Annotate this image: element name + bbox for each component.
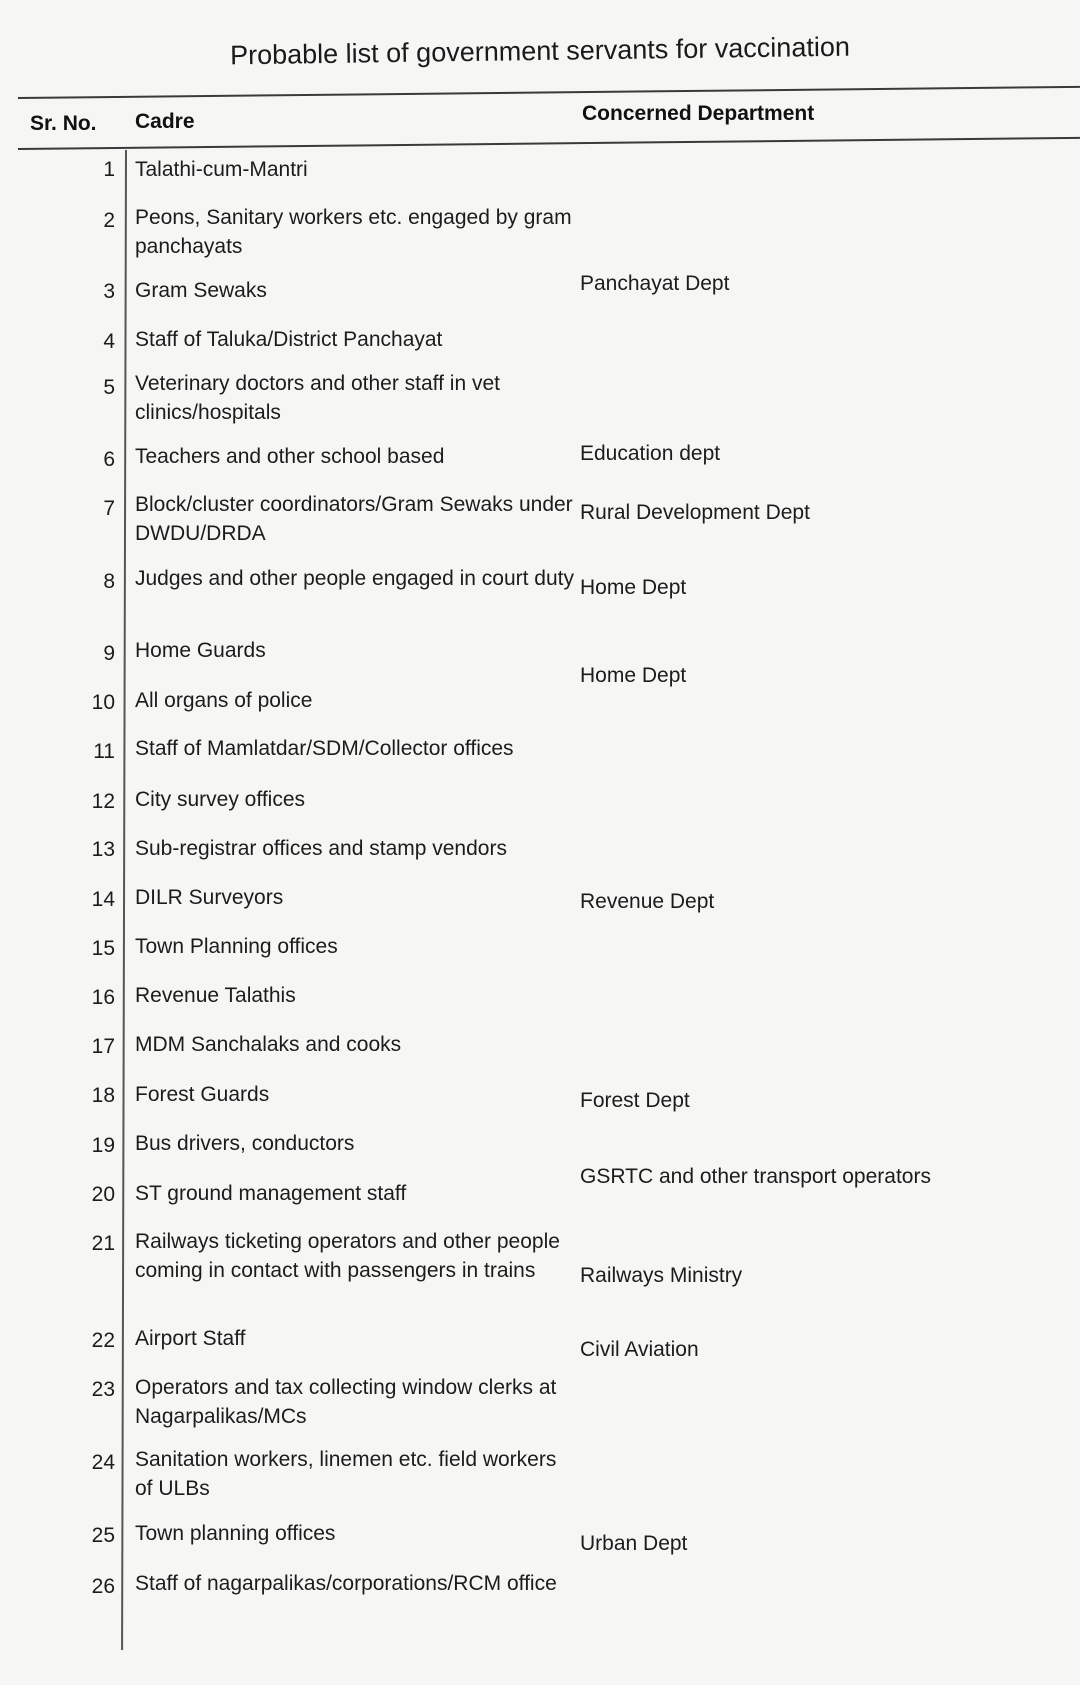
row-12-cadre: City survey offices: [135, 788, 305, 811]
row-4-cadre: Staff of Taluka/District Panchayat: [135, 328, 443, 351]
row-13-cadre: Sub-registrar offices and stamp vendors: [135, 837, 507, 860]
row-8-cadre: Judges and other people engaged in court duty: [135, 567, 575, 590]
row-18-cadre: Forest Guards: [135, 1083, 270, 1106]
department-civil-aviation: Civil Aviation: [580, 1338, 699, 1361]
row-9-cadre: Home Guards: [135, 639, 266, 662]
row-18-number: 18: [91, 1084, 115, 1107]
department-forest: Forest Dept: [580, 1089, 690, 1112]
department-rural-development: Rural Development Dept: [580, 501, 810, 524]
department-gsrtc: GSRTC and other transport operators: [580, 1165, 931, 1188]
row-10-number: 10: [91, 691, 115, 714]
department-revenue: Revenue Dept: [580, 890, 715, 913]
row-26-number: 26: [91, 1575, 115, 1598]
department-home-2: Home Dept: [580, 664, 687, 687]
row-24-cadre: Sanitation workers, linemen etc. field workers of ULBs: [135, 1448, 557, 1500]
row-16-number: 16: [91, 986, 115, 1009]
row-7-number: 7: [103, 497, 115, 520]
department-panchayat: Panchayat Dept: [580, 272, 730, 295]
row-6-number: 6: [103, 448, 115, 471]
row-11-number: 11: [93, 740, 115, 763]
header-sr-no: Sr. No.: [30, 112, 97, 135]
column-divider: [121, 150, 126, 1650]
row-3-number: 3: [103, 280, 115, 303]
header-cadre: Cadre: [135, 110, 195, 133]
row-10-cadre: All organs of police: [135, 689, 313, 712]
row-15-number: 15: [91, 937, 115, 960]
row-4-number: 4: [103, 330, 115, 353]
row-21-cadre: Railways ticketing operators and other people coming in contact with passengers in trains: [135, 1230, 560, 1282]
row-12-number: 12: [91, 790, 115, 813]
row-6-cadre: Teachers and other school based: [135, 445, 445, 468]
row-19-number: 19: [91, 1134, 115, 1157]
row-26-cadre: Staff of nagarpalikas/corporations/RCM office: [135, 1572, 557, 1595]
row-25-number: 25: [91, 1524, 115, 1547]
row-14-number: 14: [91, 888, 115, 911]
row-13-number: 13: [91, 838, 115, 861]
row-14-cadre: DILR Surveyors: [135, 886, 284, 909]
row-19-cadre: Bus drivers, conductors: [135, 1132, 355, 1155]
header-top-rule: [18, 86, 1080, 99]
row-8-number: 8: [103, 570, 115, 593]
row-23-cadre: Operators and tax collecting window clerks at Nagarpalikas/MCs: [135, 1376, 557, 1428]
department-urban: Urban Dept: [580, 1532, 688, 1555]
row-1-number: 1: [103, 158, 115, 181]
row-25-cadre: Town planning offices: [135, 1522, 336, 1545]
row-20-number: 20: [91, 1183, 115, 1206]
header-department: Concerned Department: [582, 102, 815, 125]
row-3-cadre: Gram Sewaks: [135, 279, 267, 302]
row-2-number: 2: [103, 209, 115, 232]
row-2-cadre: Peons, Sanitary workers etc. engaged by gram panchayats: [135, 206, 572, 258]
row-9-number: 9: [103, 642, 115, 665]
department-railways: Railways Ministry: [580, 1264, 743, 1287]
row-15-cadre: Town Planning offices: [135, 935, 338, 958]
page-title: Probable list of government servants for vaccination: [229, 31, 851, 71]
row-5-number: 5: [103, 376, 115, 399]
row-11-cadre: Staff of Mamlatdar/SDM/Collector offices: [135, 737, 514, 760]
row-20-cadre: ST ground management staff: [135, 1182, 407, 1205]
row-21-number: 21: [91, 1232, 115, 1255]
row-16-cadre: Revenue Talathis: [135, 984, 296, 1007]
department-education: Education dept: [580, 442, 721, 465]
department-home-1: Home Dept: [580, 576, 687, 599]
header-bottom-rule: [18, 137, 1080, 150]
row-5-cadre: Veterinary doctors and other staff in vet clinics/hospitals: [135, 372, 500, 424]
row-22-number: 22: [91, 1329, 115, 1352]
row-23-number: 23: [91, 1378, 115, 1401]
row-17-cadre: MDM Sanchalaks and cooks: [135, 1033, 402, 1056]
row-24-number: 24: [91, 1451, 115, 1474]
row-7-cadre: Block/cluster coordinators/Gram Sewaks under DWDU/DRDA: [135, 493, 573, 545]
row-17-number: 17: [91, 1035, 115, 1058]
row-22-cadre: Airport Staff: [135, 1327, 246, 1350]
row-1-cadre: Talathi-cum-Mantri: [135, 158, 308, 181]
